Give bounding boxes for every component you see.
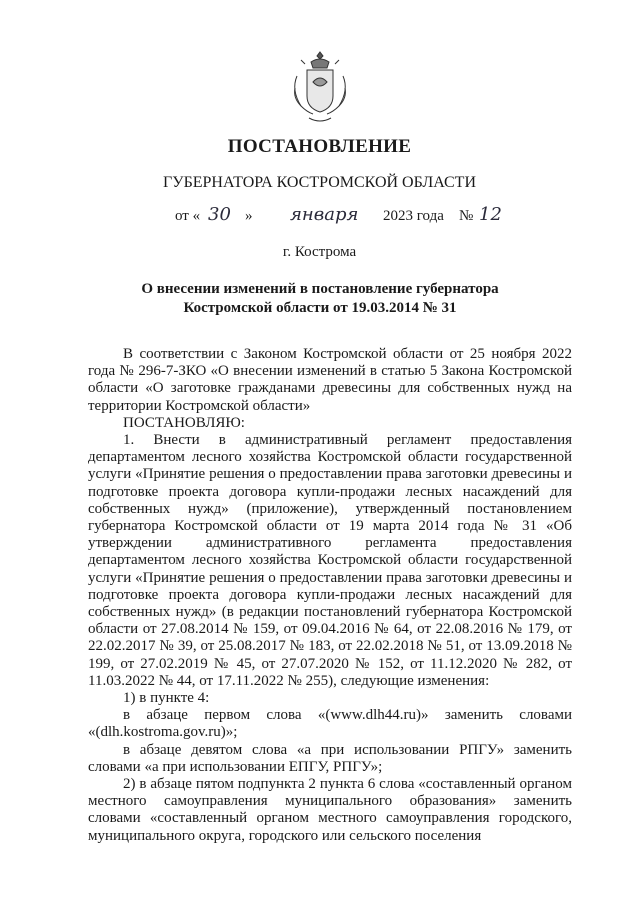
item-1-paragraph: 1. Внести в административный регламент предоставления департаментом лесного хозяйства Костромской области государственной услуги «Принятие решения о предоставлении права заготовки древесины и подготовке проекта договора купли-продажи лесных насаждений для собственных нужд» (приложение), утвержденный постановлением губернатора Костромской области от 19 марта 2014 года № 31 «Об утверждении административного регламента предоставления департаментом лесного хозяйства Костромской области государственной услуги «Принятие решения о предоставлении права заготовки древесины и подготовке проекта договора купли-продажи лесных насаждений для собственных нужд» (в редакции постановлений губернатора Костромской области от 27.08.2014 № 159, от 09.04.2016 № 64, от 22.08.2016 № 179, от 22.02.2017 № 39, от 25.08.2017 № 183, от 22.02.2018 № 51, от 13.09.2018 № 199, от 27.02.2019 № 45, от 27.07.2020 № 152, от 11.12.2020 № 282, от 11.03.2022 № 44, от 17.11.2022 № 255), следующие изменения: xyxy=(88,432,572,689)
document-title: ПОСТАНОВЛЕНИЕ xyxy=(227,136,412,157)
date-month-handwritten: января xyxy=(290,204,359,225)
date-prefix: от « xyxy=(175,208,201,224)
amendment-paragraph-2: в абзаце девятом слова «а при использовании РПГУ» заменить словами «а при использовании ЕПГУ, РПГУ»; xyxy=(88,741,572,775)
subject-line-2: Костромской области от 19.03.2014 № 31 xyxy=(183,300,457,316)
preamble-paragraph: В соответствии с Законом Костромской области от 25 ноября 2022 года № 296-7-ЗКО «О внесении изменений в статью 5 Закона Костромской области «О заготовке гражданами древесины для собственных нужд на территории Костромской области» xyxy=(88,346,572,414)
issuing-authority: ГУБЕРНАТОРА КОСТРОМСКОЙ ОБЛАСТИ xyxy=(162,174,476,191)
subject-line-1: О внесении изменений в постановление губернатора xyxy=(141,281,499,297)
document-number-handwritten: 12 xyxy=(479,204,502,225)
city-line: г. Кострома xyxy=(282,244,357,260)
document-subject xyxy=(100,280,540,318)
subitem-1-paragraph: 1) в пункте 4: xyxy=(123,690,210,707)
date-year: 2023 года xyxy=(383,208,444,224)
subitem-2-paragraph: 2) в абзаце пятом подпункта 2 пункта 6 слова «составленный органом местного самоуправления муниципального образования» заменить словами «составленный органом местного самоуправления городского, муниципального округа, городского или сельского поселения xyxy=(88,776,572,844)
number-prefix: № xyxy=(459,208,474,224)
coat-of-arms-icon xyxy=(289,48,351,126)
resolution-word: ПОСТАНОВЛЯЮ: xyxy=(123,414,245,431)
date-quote-close: » xyxy=(245,208,253,224)
amendment-paragraph-1: в абзаце первом слова «(www.dlh44.ru)» заменить словами «(dlh.kostroma.gov.ru)»; xyxy=(88,707,572,741)
document-body xyxy=(88,346,572,845)
date-day-handwritten: 30 xyxy=(208,204,231,225)
